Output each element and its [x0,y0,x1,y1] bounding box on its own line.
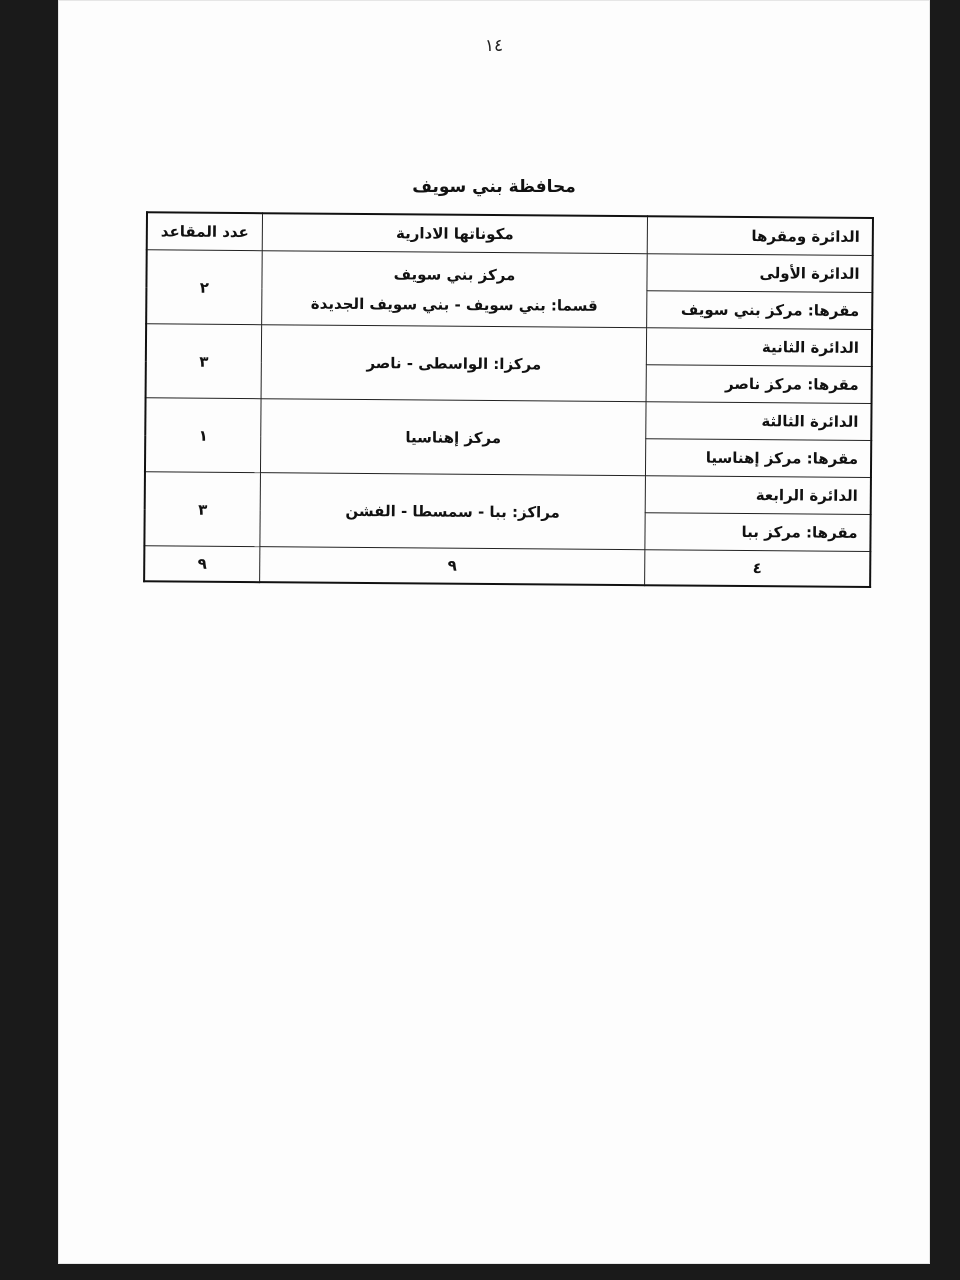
header-components: مكوناتها الادارية [262,213,647,254]
page-number: ١٤ [484,36,504,56]
district-name: الدائرة الرابعة [645,476,871,515]
total-components: ٩ [260,547,645,586]
document-page [58,0,930,1264]
component-line: مركز بني سويف [393,264,516,284]
component-line: قسما: بني سويف - بني سويف الجديدة [310,294,598,315]
district-components [260,399,646,476]
table-row [145,398,871,441]
header-district: الدائرة ومقرها [647,216,873,255]
district-components [261,325,647,402]
district-components [262,251,648,328]
district-seats: ١ [145,398,261,473]
component-line: مركز إهناسيا [405,427,502,447]
district-name: الدائرة الأولى [647,254,873,293]
districts-table [143,211,874,588]
page-title: محافظة بني سويف [412,177,576,197]
district-seat: مقرها: مركز بني سويف [647,291,873,330]
totals-row [144,546,870,587]
district-seats: ٢ [146,250,262,325]
district-name: الدائرة الثالثة [646,402,872,441]
component-line: مركزا: الواسطى - ناصر [366,353,542,373]
district-components [260,473,646,550]
table-row [145,472,871,515]
total-districts: ٤ [645,550,871,587]
district-seat: مقرها: مركز إهناسيا [645,439,871,478]
district-name: الدائرة الثانية [646,328,872,367]
table-row [146,324,872,367]
total-seats: ٩ [144,546,260,582]
district-seat: مقرها: مركز ناصر [646,365,872,404]
district-seats: ٣ [144,472,260,547]
district-seat: مقرها: مركز ببا [645,513,871,552]
component-line: مراكز: ببا - سمسطا - الفشن [345,501,560,522]
district-seats: ٣ [146,324,262,399]
table-header-row [147,212,873,255]
header-seats: عدد المقاعد [147,212,263,250]
table-row [146,250,872,293]
